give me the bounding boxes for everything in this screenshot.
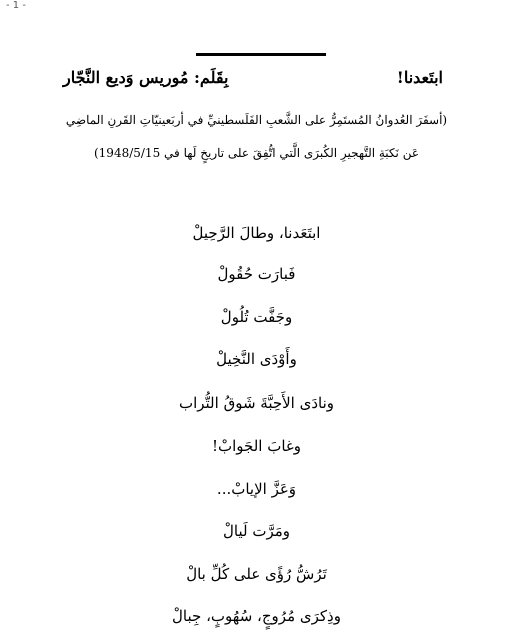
verse-line: وجَفَّت تُلُولْ (220, 308, 293, 326)
verse-line: وغابَ الجَوابْ! (211, 437, 302, 455)
verse-line: ومَرَّت لَيالْ (222, 522, 290, 540)
poem-author: بِقَلَم: مُوريس وَديع النَّجّار (63, 68, 229, 87)
verse-line: ابتَعَدنا، وطالَ الرَّحِيلْ (192, 224, 321, 242)
title-divider (196, 53, 326, 56)
page-number: - 1 - (6, 0, 26, 11)
subtitle-line-1: (أسفَرَ العُدوانُ المُستَمِرُّ على الشَّعبِ الفَلَسطينيِّ في أربَعينيّاتِ القَرنِ الماضِي (65, 113, 448, 127)
verse-line: ونادَى الأَحِبَّةَ شَوقُ التُّراب (178, 394, 335, 412)
verse-line: وأَوْدَى النَّخِيلْ (216, 350, 297, 368)
verse-line: وذِكرَى مُرُوجٍ، سُهُوبٍ، جِبالْ (172, 607, 341, 625)
title-line (63, 68, 443, 87)
verse-line: تَرُشُّ رُؤًى على كُلِّ بالْ (186, 565, 327, 583)
verse-line: وَعَزَّ الإيابْ... (216, 480, 297, 498)
verse-line: فَبارَت حُقُولْ (217, 265, 296, 283)
poem-title: ابتَعدنا! (396, 68, 443, 87)
subtitle-line-2: عَن نَكبَةِ التَّهجيرِ الكُبرَى الَّتي اتُّفِقَ على تاريخٍ لَها في 1948/5/15) (93, 146, 420, 160)
